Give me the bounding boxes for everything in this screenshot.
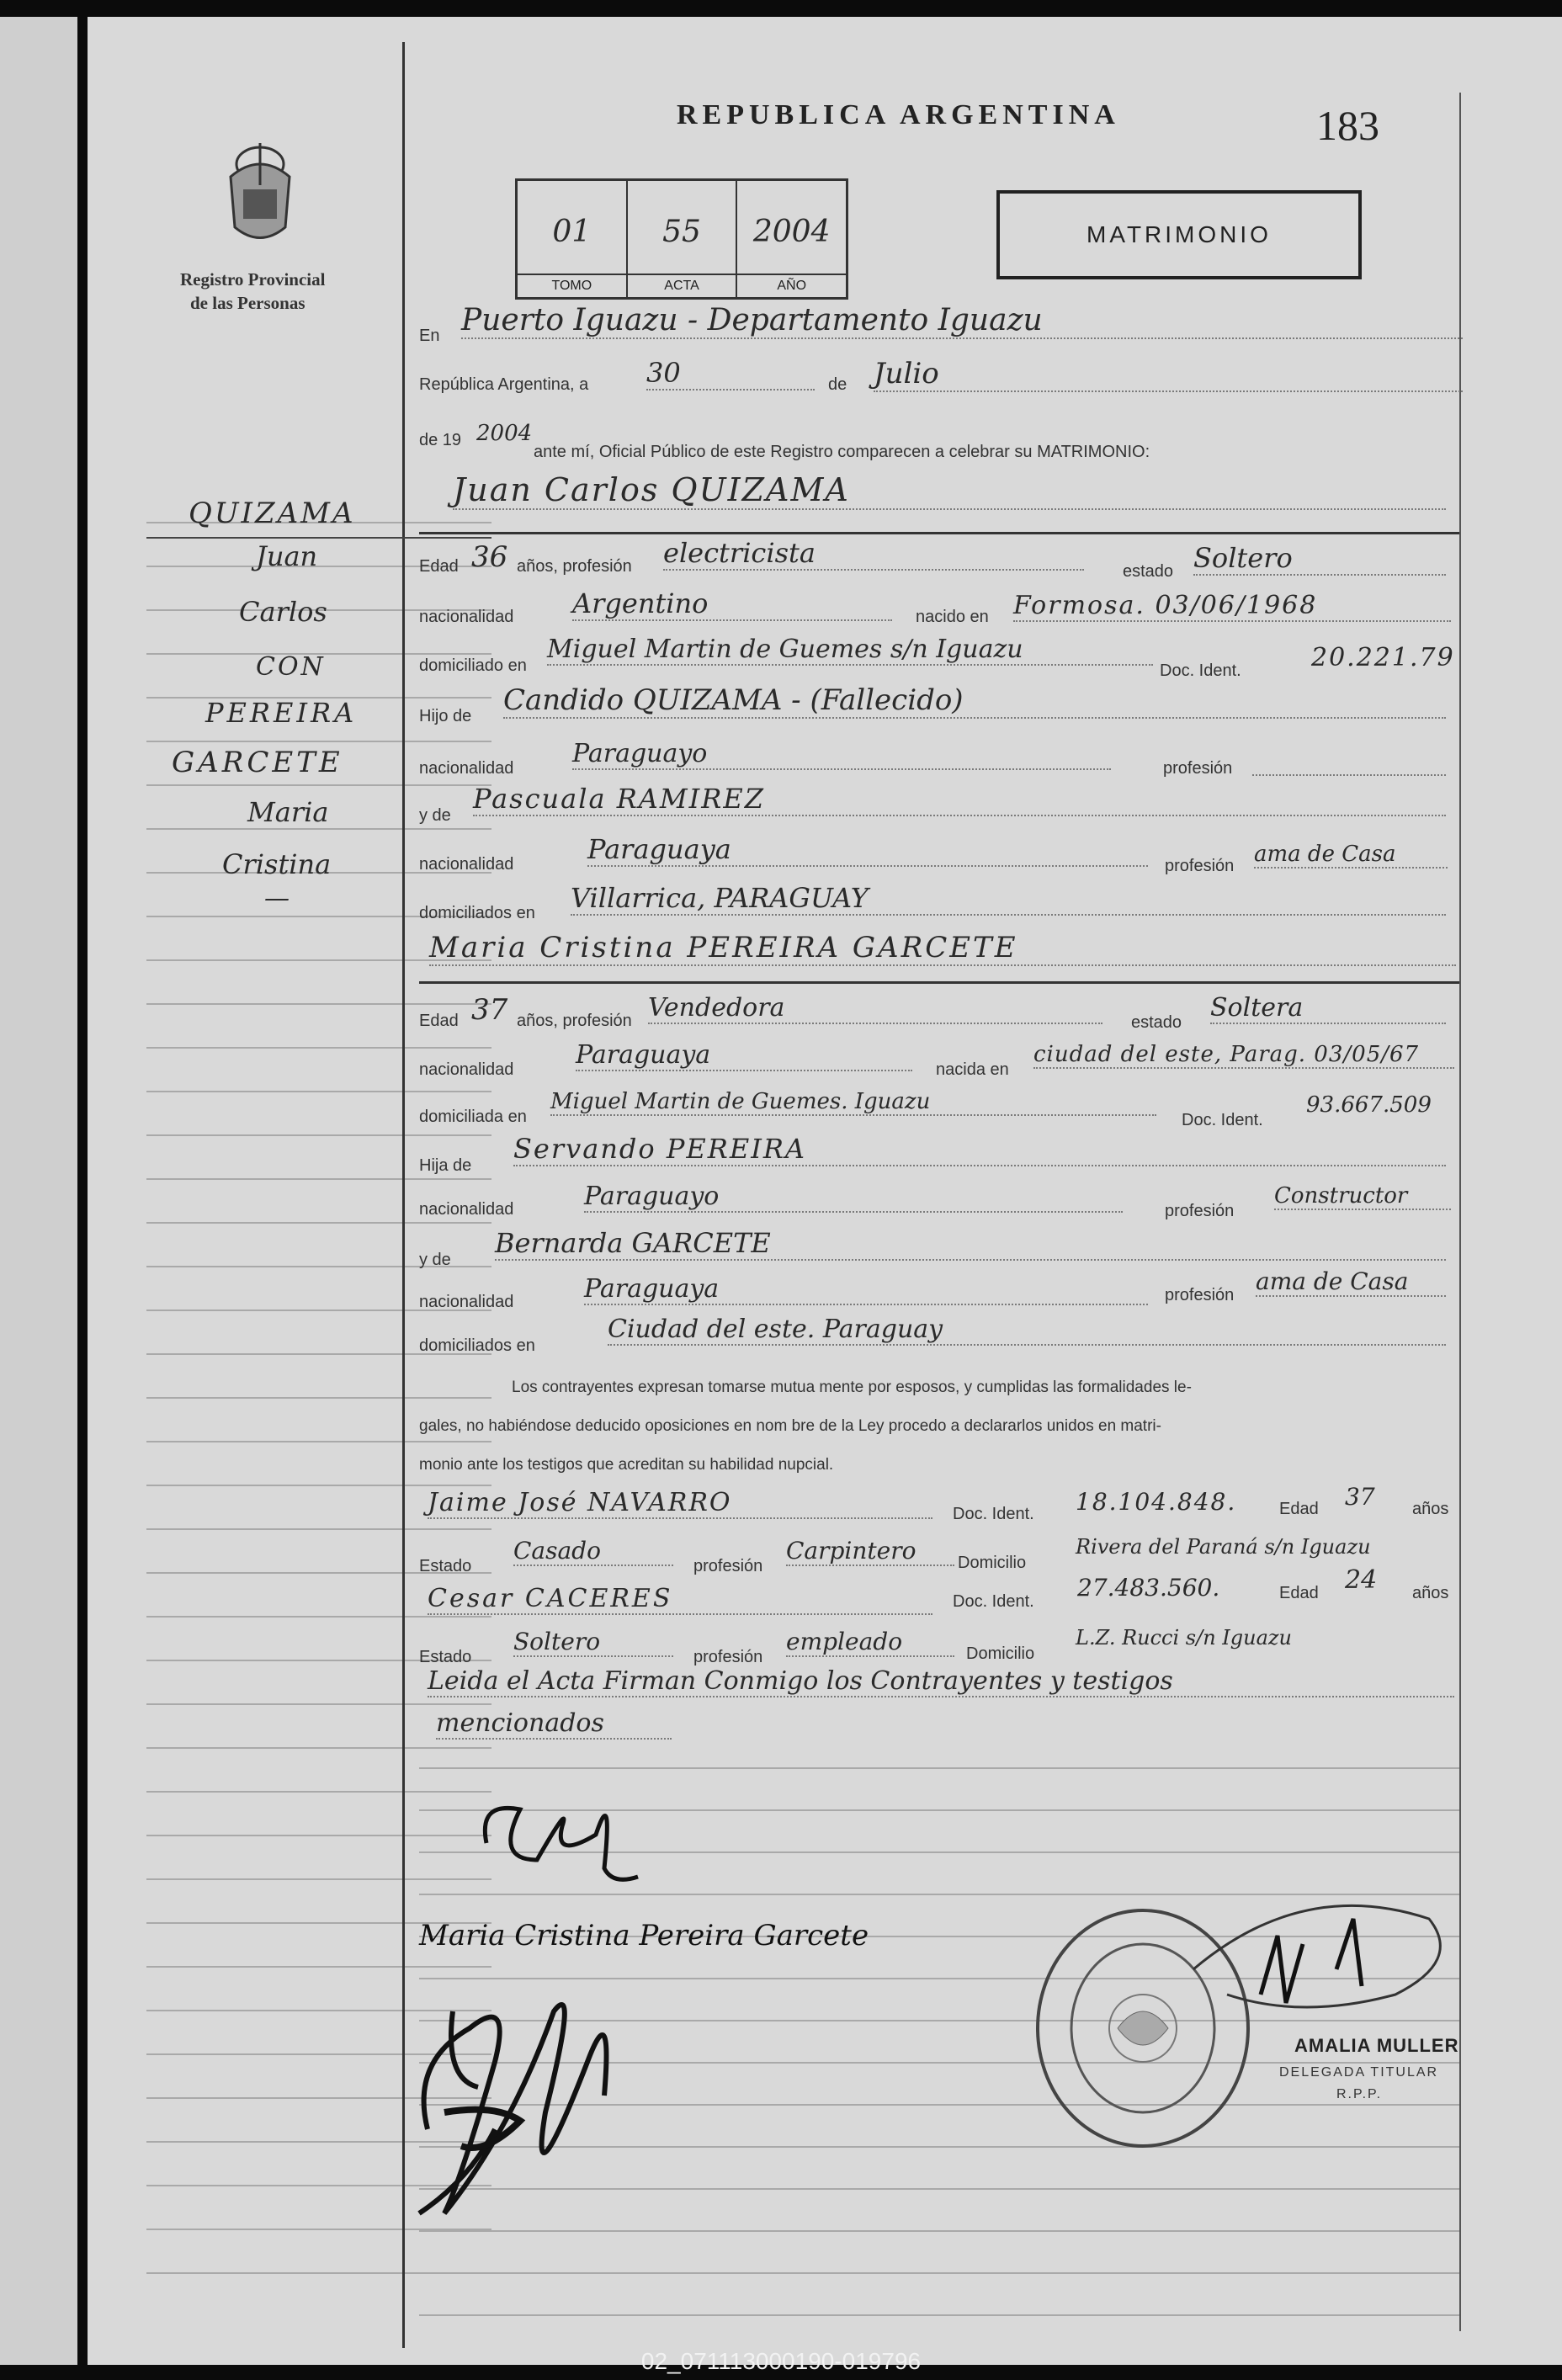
groom-mother-prof-label: profesión — [1165, 857, 1235, 875]
page-number: 183 — [1316, 102, 1379, 149]
bride-name: Maria Cristina PEREIRA GARCETE — [429, 931, 1456, 966]
witness1-prof-label: profesión — [693, 1557, 763, 1575]
bride-age: 37 — [471, 993, 508, 1027]
ruled-line — [419, 2314, 1459, 2316]
official-title: DELEGADA TITULAR — [1279, 2065, 1439, 2080]
witness2-dom-label: Domicilio — [966, 1644, 1035, 1663]
bride-yde-label: y de — [419, 1251, 451, 1269]
bride-mother-profession: ama de Casa — [1256, 1267, 1446, 1297]
bride-profession: Vendedora — [648, 993, 1102, 1024]
acta-label: ACTA — [628, 274, 736, 297]
coat-of-arms-emblem — [214, 126, 306, 252]
official-signature — [1177, 1885, 1463, 2058]
image-id-footer: 02_071113000190-019796 — [640, 2348, 922, 2374]
place-field: Puerto Iguazu - Departamento Iguazu — [461, 303, 1463, 339]
witness2-prof-label: profesión — [693, 1648, 763, 1666]
witness2-name: Cesar CACERES — [428, 1584, 932, 1615]
bride-father-nationality: Paraguayo — [584, 1182, 1123, 1213]
witness1-doc: 18.104.848. — [1076, 1488, 1237, 1516]
groom-doc: 20.221.79 — [1311, 643, 1455, 672]
year-field: 2004 — [476, 421, 533, 446]
witness1-estado-label: Estado — [419, 1557, 472, 1575]
bride-birth: ciudad del este, Parag. 03/05/67 — [1033, 1042, 1454, 1069]
tomo-label: TOMO — [518, 274, 626, 297]
declaration-line2: gales, no habiéndose deducido oposiciones en nom bre de la Ley procedo a declararlos unidos en matri- — [419, 1417, 1161, 1435]
witness2-doc: 27.483.560. — [1077, 1574, 1220, 1602]
groom-doc-label: Doc. Ident. — [1160, 661, 1241, 680]
witness2-age: 24 — [1345, 1565, 1378, 1595]
closing-line2: mencionados — [436, 1708, 672, 1740]
margin-note-line2: Juan — [256, 540, 318, 572]
de-label: de — [828, 375, 847, 394]
witness2-anos-label: años — [1412, 1584, 1449, 1602]
tomo-value: 01 — [552, 215, 592, 249]
groom-father-profession — [1252, 744, 1446, 776]
groom-mother-nationality: Paraguaya — [587, 833, 1148, 867]
witness1-estado: Casado — [513, 1537, 673, 1566]
bride-domicile: Miguel Martin de Guemes. Iguazu — [550, 1089, 1156, 1116]
bride-dom-label: domiciliada en — [419, 1108, 527, 1126]
witness2-estado-label: Estado — [419, 1648, 472, 1666]
witness1-dom-label: Domicilio — [958, 1554, 1027, 1572]
groom-anos-prof-label: años, profesión — [517, 557, 632, 576]
witness2-doc-label: Doc. Ident. — [953, 1592, 1034, 1611]
en-label: En — [419, 327, 440, 345]
groom-mother: Pascuala RAMIREZ — [473, 783, 1446, 816]
bride-father: Servando PEREIRA — [513, 1133, 1446, 1166]
groom-nationality: Argentino — [572, 587, 892, 621]
day-field: 30 — [646, 357, 815, 390]
groom-profession: electricista — [663, 537, 1084, 571]
anio-value: 2004 — [752, 215, 831, 249]
groom-birth: Formosa. 03/06/1968 — [1013, 591, 1451, 622]
ruled-line — [419, 2272, 1459, 2274]
groom-father-prof-label: profesión — [1163, 759, 1233, 778]
groom-mother-profession: ama de Casa — [1254, 842, 1448, 869]
bride-father-nac-label: nacionalidad — [419, 1200, 514, 1219]
groom-nac-label: nacionalidad — [419, 608, 514, 626]
registry-name-line2: de las Personas — [190, 293, 305, 313]
margin-note-surname: QUIZAMA — [189, 497, 356, 530]
groom-father-nationality: Paraguayo — [572, 739, 1111, 770]
witness2-domicile: L.Z. Rucci s/n Iguazu — [1076, 1626, 1292, 1650]
groom-estado-label: estado — [1123, 562, 1174, 581]
witness1-doc-label: Doc. Ident. — [953, 1505, 1034, 1523]
groom-estado: Soltero — [1193, 542, 1446, 576]
groom-nacido-label: nacido en — [916, 608, 989, 626]
bride-nacida-label: nacida en — [936, 1060, 1009, 1079]
groom-age: 36 — [471, 540, 508, 574]
witness1-edad-label: Edad — [1279, 1500, 1319, 1518]
margin-note-line4: CON — [256, 652, 326, 682]
witness1-anos-label: años — [1412, 1500, 1449, 1518]
groom-father: Candido QUIZAMA - (Fallecido) — [503, 683, 1446, 719]
acta-value: 55 — [662, 215, 701, 249]
margin-note-line6: GARCETE — [172, 746, 343, 779]
witness1-profession: Carpintero — [786, 1537, 954, 1566]
witness1-age: 37 — [1345, 1483, 1375, 1511]
bride-estado-label: estado — [1131, 1013, 1182, 1032]
witness1-name: Jaime José NAVARRO — [428, 1488, 932, 1519]
margin-note-line8: Cristina — [222, 848, 332, 880]
bride-parents-dom-label: domiciliados en — [419, 1336, 535, 1355]
groom-signature — [394, 1961, 680, 2243]
groom-father-nac-label: nacionalidad — [419, 759, 514, 778]
witness1-domicile: Rivera del Paraná s/n Iguazu — [1076, 1535, 1371, 1559]
bride-estado: Soltera — [1210, 993, 1446, 1024]
bride-father-prof-label: profesión — [1165, 1202, 1235, 1220]
bride-nac-label: nacionalidad — [419, 1060, 514, 1079]
bride-mother: Bernarda GARCETE — [495, 1227, 1446, 1261]
groom-hijo-label: Hijo de — [419, 707, 472, 725]
margin-note-line9: — — [264, 884, 290, 913]
registry-name-line1: Registro Provincial — [180, 269, 326, 290]
bride-doc: 93.667.509 — [1306, 1092, 1432, 1118]
month-field: Julio — [874, 357, 1463, 392]
witness2-edad-label: Edad — [1279, 1584, 1319, 1602]
groom-parents-domicile: Villarrica, PARAGUAY — [571, 882, 1446, 916]
bride-nationality: Paraguaya — [576, 1040, 912, 1071]
ante-text: ante mí, Oficial Público de este Registro comparecen a celebrar su MATRIMONIO: — [534, 443, 1150, 461]
bride-hija-label: Hija de — [419, 1156, 472, 1175]
bride-mother-nac-label: nacionalidad — [419, 1293, 514, 1311]
form-body — [419, 17, 1463, 2365]
bride-signature: Maria Cristina Pereira Garcete — [419, 1919, 869, 1952]
document-page — [88, 17, 1562, 2365]
record-type-label: MATRIMONIO — [1086, 221, 1272, 247]
margin-note-line5: PEREIRA — [205, 697, 358, 729]
bride-section-rule — [419, 981, 1459, 984]
country-title: REPUBLICA ARGENTINA — [677, 99, 1120, 130]
bride-doc-label: Doc. Ident. — [1182, 1111, 1263, 1129]
witness2-estado: Soltero — [513, 1628, 673, 1657]
anio-label: AÑO — [737, 274, 846, 297]
bride-edad-label: Edad — [419, 1012, 459, 1030]
groom-parents-dom-label: domiciliados en — [419, 904, 535, 922]
bride-mother-prof-label: profesión — [1165, 1286, 1235, 1304]
groom-mother-nac-label: nacionalidad — [419, 855, 514, 874]
closing-line1: Leida el Acta Firman Conmigo los Contrayentes y testigos — [428, 1666, 1454, 1697]
officiant-signature — [470, 1767, 655, 1906]
de-year-label: de 19 — [419, 431, 462, 449]
bride-anos-prof-label: años, profesión — [517, 1012, 632, 1030]
groom-name: Juan Carlos QUIZAMA — [453, 471, 1446, 510]
margin-note-line3: Carlos — [239, 596, 327, 628]
declaration-line3: monio ante los testigos que acreditan su habilidad nupcial. — [419, 1456, 834, 1474]
groom-section-rule — [419, 532, 1459, 534]
bride-mother-nationality: Paraguaya — [584, 1274, 1148, 1305]
left-page-strip — [0, 17, 77, 2365]
declaration-line1: Los contrayentes expresan tomarse mutua mente por esposos, y cumplidas las formalidades le- — [512, 1379, 1192, 1396]
groom-dom-label: domiciliado en — [419, 656, 527, 675]
groom-edad-label: Edad — [419, 557, 459, 576]
republica-label: República Argentina, a — [419, 375, 589, 394]
witness2-profession: empleado — [786, 1628, 954, 1657]
official-office: R.P.P. — [1336, 2087, 1383, 2101]
margin-note-line7: Maria — [247, 796, 329, 828]
bride-parents-domicile: Ciudad del este. Paraguay — [608, 1315, 1446, 1346]
groom-yde-label: y de — [419, 806, 451, 825]
official-name: AMALIA MULLER — [1294, 2035, 1459, 2056]
groom-domicile: Miguel Martin de Guemes s/n Iguazu — [547, 635, 1153, 666]
bride-father-profession: Constructor — [1274, 1183, 1451, 1210]
